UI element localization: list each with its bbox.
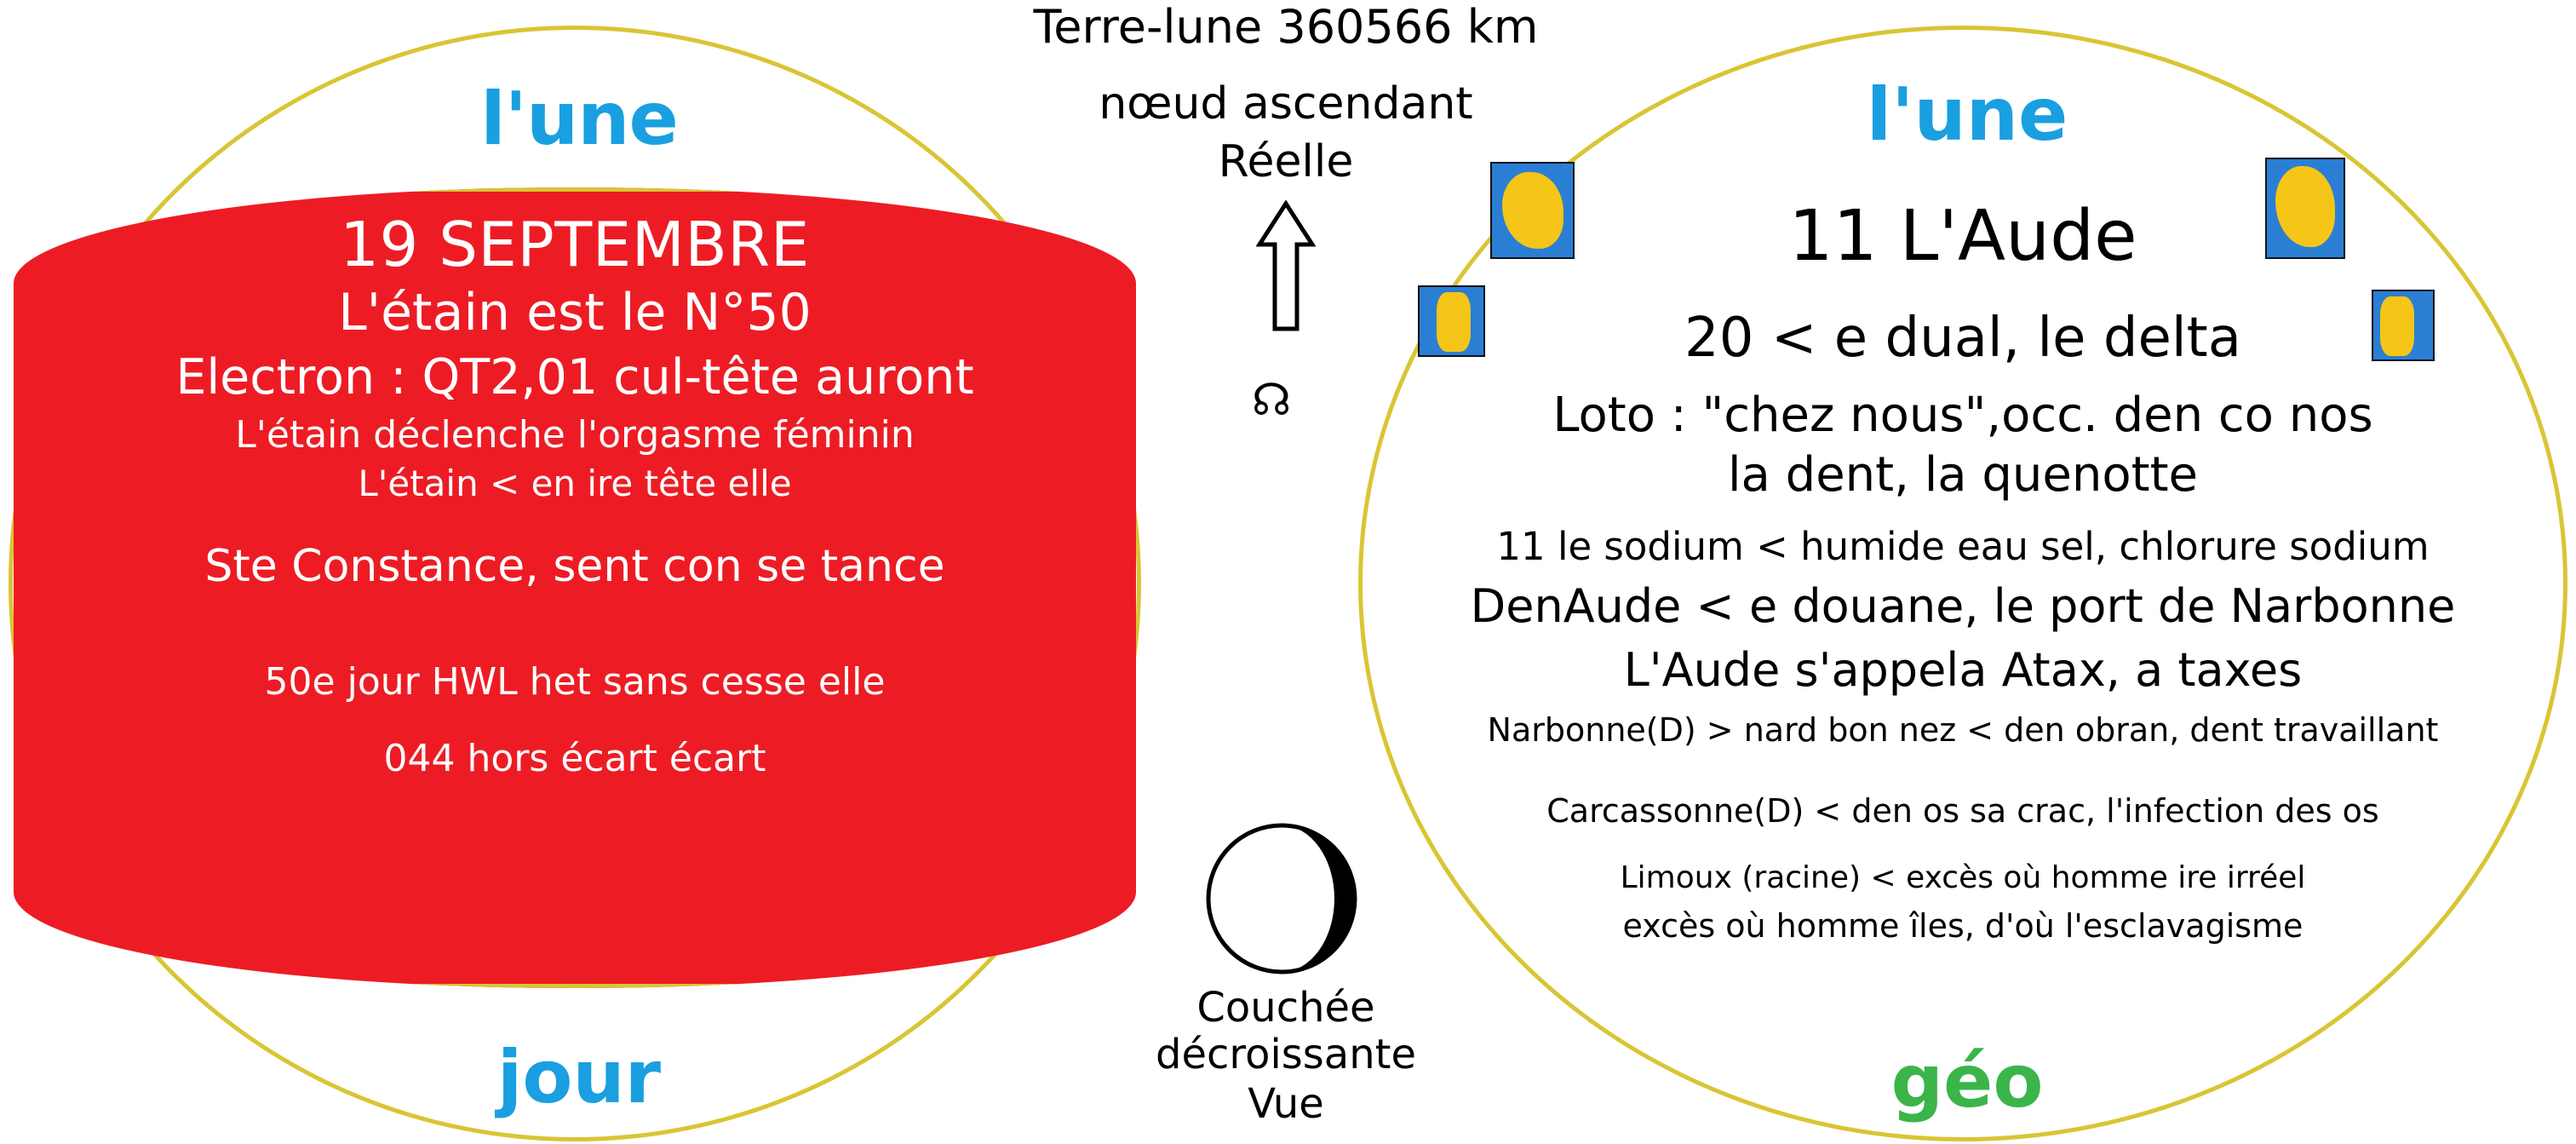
moon-caption-decroissante: décroissante [1156, 1031, 1416, 1078]
etain-number-line: L'étain est le N°50 [338, 283, 812, 342]
dual-delta-line: 20 < e dual, le delta [1684, 307, 2241, 370]
electron-line: Electron : QT2,01 cul-tête auront [175, 349, 974, 405]
left-circle-top-label: l'une [480, 77, 678, 162]
department-shape [1437, 292, 1471, 352]
department-shape [2380, 296, 2414, 356]
denaude-line: DenAude < e douane, le port de Narbonne [1470, 579, 2456, 633]
en-ire-line: L'étain < en ire tête elle [358, 463, 792, 504]
loto-line: Loto : "chez nous",occ. den co nos [1552, 388, 2373, 443]
up-arrow-icon [1256, 200, 1316, 332]
department-map-icon [1418, 285, 1485, 357]
dent-quenotte-line: la dent, la quenotte [1727, 447, 2198, 503]
jour-50-line: 50e jour HWL het sans cesse elle [264, 660, 886, 704]
moon-caption-vue: Vue [1248, 1080, 1324, 1128]
atax-line: L'Aude s'appela Atax, a taxes [1623, 643, 2303, 697]
esclavagisme-line: excès où homme îles, d'où l'esclavagisme [1622, 907, 2303, 945]
sainte-constance-line: Ste Constance, sent con se tance [204, 541, 945, 592]
department-map-icon [2372, 290, 2435, 361]
carcassonne-line: Carcassonne(D) < den os sa crac, l'infection des os [1546, 792, 2379, 830]
noeud-ascendant-label: nœud ascendant [1099, 78, 1473, 129]
moon-phase-icon [1205, 822, 1358, 975]
left-day-circle [9, 26, 1141, 1141]
ascending-node-icon: ☊ [1252, 375, 1292, 426]
moon-caption-couchee: Couchée [1196, 984, 1375, 1032]
department-shape [2275, 166, 2335, 247]
orgasme-line: L'étain déclenche l'orgasme féminin [235, 413, 915, 457]
limoux-line: Limoux (racine) < excès où homme ire irréel [1620, 860, 2306, 895]
narbonne-line: Narbonne(D) > nard bon nez < den obran, dent travaillant [1487, 711, 2439, 749]
terre-lune-distance: Terre-lune 360566 km [1033, 0, 1539, 54]
aude-title: 11 L'Aude [1788, 196, 2137, 277]
ecart-line: 044 hors écart écart [383, 737, 766, 780]
sodium-line: 11 le sodium < humide eau sel, chlorure sodium [1496, 524, 2430, 569]
reelle-label: Réelle [1218, 136, 1354, 187]
right-circle-bottom-label: géo [1890, 1039, 2044, 1124]
department-map-icon [2265, 158, 2345, 259]
date-heading: 19 SEPTEMBRE [340, 209, 810, 280]
red-panel-top-rule [209, 187, 1136, 192]
left-circle-bottom-label: jour [496, 1035, 662, 1120]
right-circle-top-label: l'une [1866, 72, 2068, 158]
